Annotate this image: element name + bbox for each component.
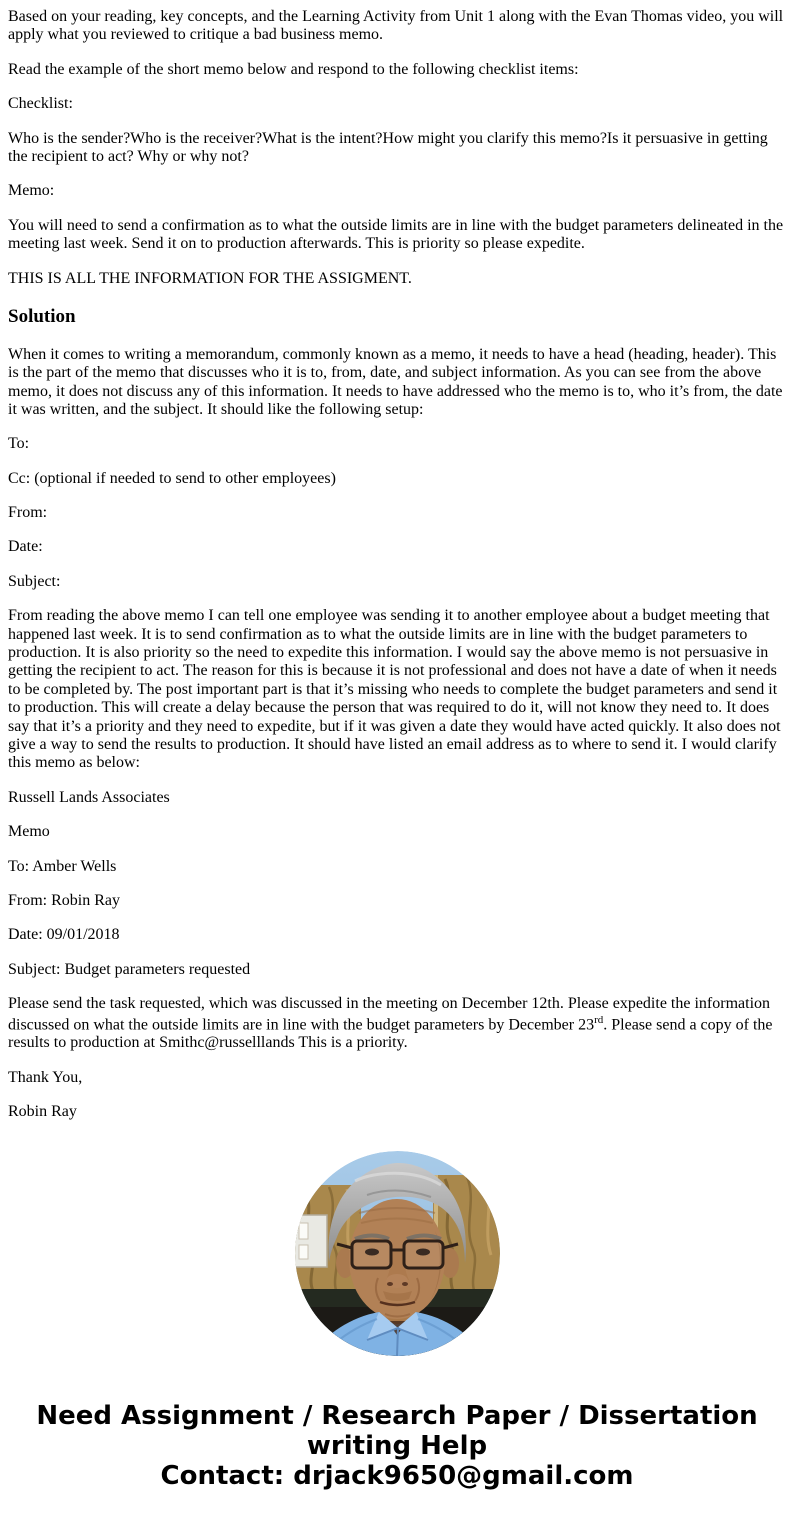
revised-memo-date: Date: 09/01/2018: [8, 926, 120, 944]
revised-memo-closing: Thank You,: [8, 1068, 83, 1086]
solution-intro: When it comes to writing a memorandum, commonly known as a memo, it needs to have a head (heading, header). This is the part of the memo that discusses who it is to, from, date, and subject information. As you can see from the above memo, it does not discuss any of this information. It needs to have addressed who the memo is to, who it’s from, the date it was written, and the subject. It should like the following setup:: [8, 345, 783, 418]
ordinal-superscript: rd: [594, 1013, 604, 1026]
avatar-container: [8, 1151, 786, 1361]
field-date: Date:: [8, 538, 43, 556]
footer-help-text: Need Assignment / Research Paper / Dissertation writing Help: [36, 1401, 758, 1462]
solution-heading: Solution: [8, 305, 76, 327]
revised-memo-body: [8, 995, 786, 1053]
checklist-questions: Who is the sender?Who is the receiver?What is the intent?How might you clarify this memo?Is it persuasive in getting the recipient to act? Why or why not?: [8, 129, 768, 165]
memo-body-text: Please send the task requested, which was discussed in the meeting on December 12th. Please expedite the information discussed on what the outside limits are in line with the budget parameters by December 23: [8, 995, 771, 1033]
tutor-photo-illustration: [295, 1151, 500, 1356]
revised-memo-to: To: Amber Wells: [8, 857, 117, 875]
assignment-intro: Based on your reading, key concepts, and the Learning Activity from Unit 1 along with the Evan Thomas video, you will apply what you reviewed to critique a bad business memo.: [8, 8, 784, 44]
field-subject: Subject:: [8, 572, 61, 590]
field-cc: Cc: (optional if needed to send to other employees): [8, 469, 336, 487]
revised-memo-company: Russell Lands Associates: [8, 788, 170, 806]
footer-banner: [8, 1401, 786, 1491]
tutor-avatar: [295, 1151, 500, 1356]
revised-memo-subject: Subject: Budget parameters requested: [8, 960, 251, 978]
revised-memo-signature: Robin Ray: [8, 1103, 77, 1121]
solution-analysis: From reading the above memo I can tell one employee was sending it to another employee about a budget meeting that happened last week. It is to send confirmation as to what the outside limits are in line with the budget parameters to production. It is also priority so the need to expedite this information. I would say the above memo is not persuasive in getting the recipient to act. The reason for this is because it is not professional and does not have a date of when it needs to be completed by. The post important part is that it’s missing who needs to complete the budget parameters and send it to production. This will create a delay because the person that was required to do it, will not know they need to. It does say that it’s a priority and they need to expedite, but if it was given a date they would have acted quickly. It also does not give a way to send the results to production. It should have listed an email address as to where to send it. I would clarify this memo as below:: [8, 607, 781, 772]
assignment-instruction: Read the example of the short memo below and respond to the following checklist items:: [8, 60, 579, 78]
checklist-label: Checklist:: [8, 95, 73, 113]
field-to: To:: [8, 435, 30, 453]
assignment-note: THIS IS ALL THE INFORMATION FOR THE ASSIGMENT.: [8, 269, 412, 287]
memo-label: Memo:: [8, 182, 55, 200]
revised-memo-from: From: Robin Ray: [8, 891, 121, 909]
revised-memo-title: Memo: [8, 823, 50, 841]
memo-example-text: You will need to send a confirmation as to what the outside limits are in line with the budget parameters delineated in the meeting last week. Send it on to production afterwards. This is priority so please expedite.: [8, 216, 784, 253]
memo-body-text-continued: . Please send a copy of the results to production at Smithc@russelllands This is a priority.: [8, 1015, 773, 1052]
field-from: From:: [8, 504, 48, 522]
footer-contact-email: Contact: drjack9650@gmail.com: [160, 1461, 634, 1492]
